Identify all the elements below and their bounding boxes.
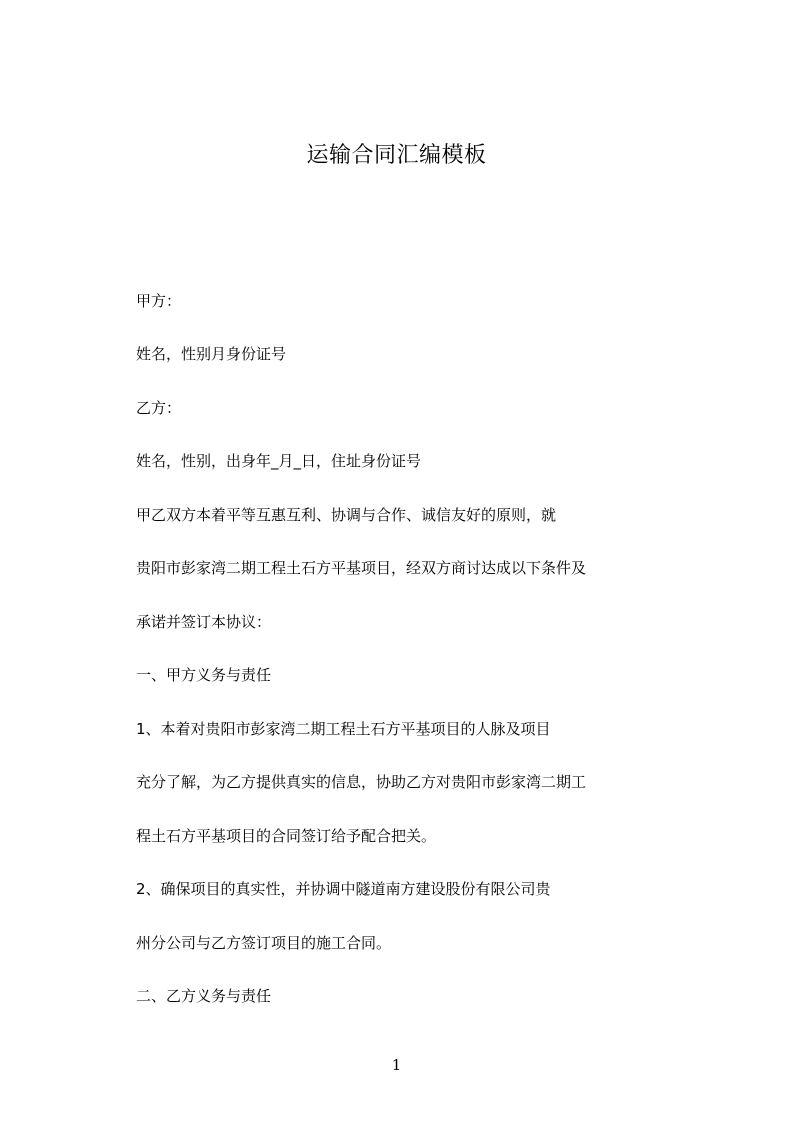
party-b-label: 乙方： xyxy=(136,399,182,417)
page-number: 1 xyxy=(391,1056,402,1074)
document-title: 运输合同汇编模板 xyxy=(306,143,487,168)
paragraph-line: 程土石方平基项目的合同签订给予配合把关。 xyxy=(136,827,437,845)
paragraph-line: 2、确保项目的真实性，并协调中隧道南方建设股份有限公司贵 xyxy=(136,880,551,898)
party-a-label: 甲方： xyxy=(136,292,182,310)
paragraph-line: 充分了解，为乙方提供真实的信息，协助乙方对贵阳市彭家湾二期工 xyxy=(136,773,587,791)
paragraph-line: 甲乙双方本着平等互惠互利、协调与合作、诚信友好的原则，就 xyxy=(136,506,557,524)
section-heading: 二、乙方义务与责任 xyxy=(136,987,272,1005)
paragraph-line: 1、本着对贵阳市彭家湾二期工程土石方平基项目的人脉及项目 xyxy=(136,720,551,738)
paragraph-line: 州分公司与乙方签订项目的施工合同。 xyxy=(136,934,392,952)
party-b-details: 姓名，性别，出身年_月_日，住址身份证号 xyxy=(136,452,422,470)
party-a-details: 姓名，性别月身份证号 xyxy=(136,345,287,363)
section-heading: 一、甲方义务与责任 xyxy=(136,666,272,684)
paragraph-line: 贵阳市彭家湾二期工程土石方平基项目，经双方商讨达成以下条件及 xyxy=(136,559,587,577)
paragraph-line: 承诺并签订本协议： xyxy=(136,613,272,631)
